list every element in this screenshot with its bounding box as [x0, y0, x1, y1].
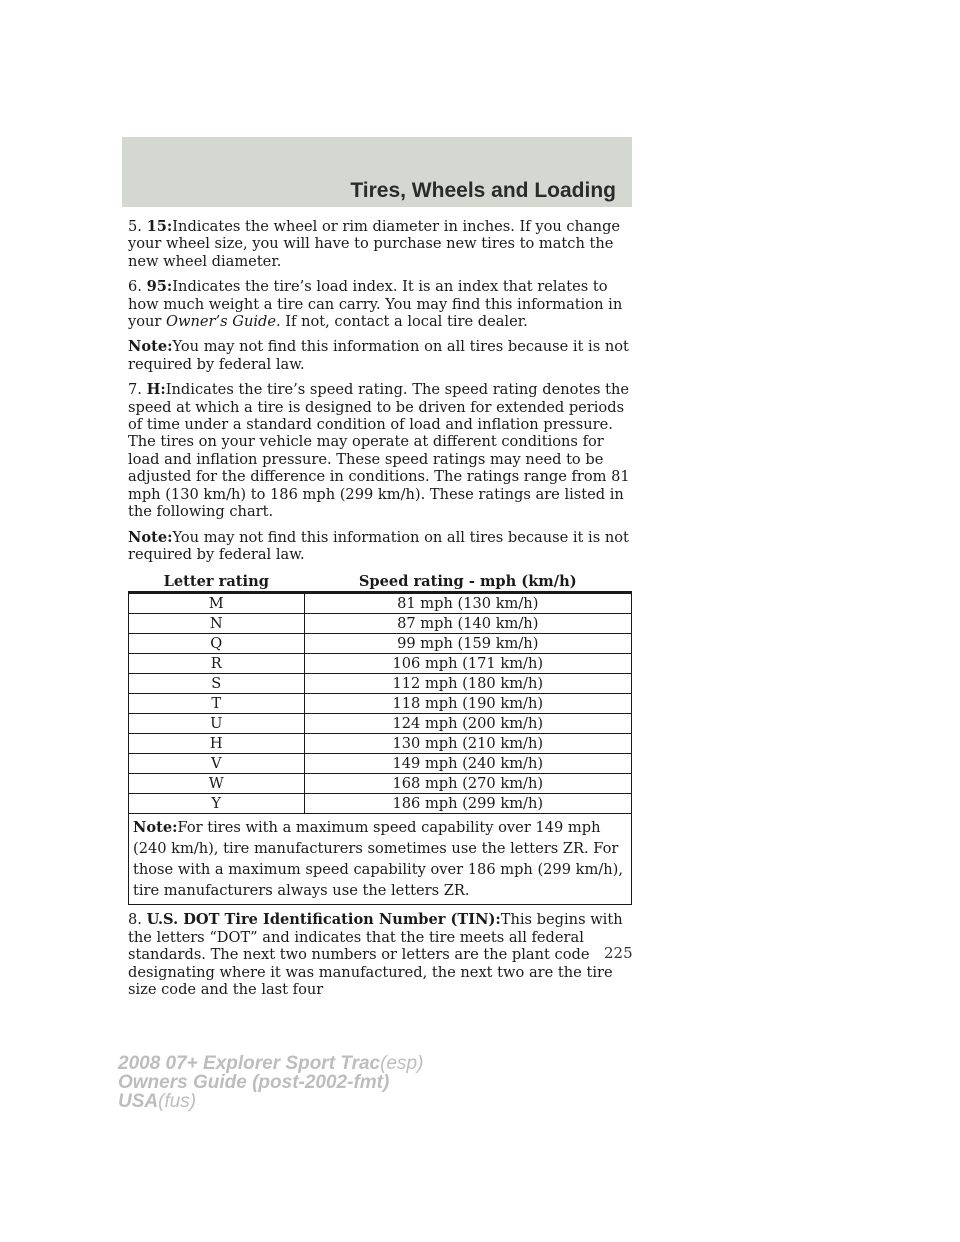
item-label: H:: [146, 381, 166, 399]
speed-cell: 124 mph (200 km/h): [304, 714, 632, 734]
item-5: [128, 218, 632, 270]
table-row: [129, 674, 632, 694]
table-row: [129, 794, 632, 814]
item-8: [128, 911, 632, 998]
section-title: Tires, Wheels and Loading: [350, 179, 616, 202]
speed-cell: 168 mph (270 km/h): [304, 774, 632, 794]
page-number: 225: [604, 944, 633, 962]
letter-cell: T: [129, 694, 305, 714]
footer-guide: Owners Guide (post-2002-fmt): [118, 1072, 390, 1093]
document-footer: [118, 1054, 423, 1111]
item-number: 7.: [128, 381, 142, 399]
item-number: 5.: [128, 218, 142, 235]
speed-cell: 87 mph (140 km/h): [304, 614, 632, 634]
item-number: 8.: [128, 911, 142, 929]
letter-cell: W: [129, 774, 305, 794]
item-number: 6.: [128, 278, 142, 296]
footer-model: 2008 07+ Explorer Sport Trac: [118, 1053, 381, 1074]
item-label: 15:: [146, 218, 173, 235]
letter-cell: R: [129, 654, 305, 674]
table-row: [129, 634, 632, 654]
table-header-row: [129, 571, 632, 593]
note-label: Note:: [128, 528, 173, 546]
note-text: For tires with a maximum speed capability over 149 mph (240 km/h), tire manufacturers sometimes use the letters ZR. For those with a maximum speed capability over 186 mph (299 km/h), tire manufacturers always use the letters ZR.: [133, 819, 623, 900]
speed-cell: 149 mph (240 km/h): [304, 754, 632, 774]
table-row: [129, 614, 632, 634]
note-label: Note:: [133, 819, 178, 837]
footer-line-3: [118, 1092, 423, 1111]
table-row: [129, 654, 632, 674]
table-row: [129, 593, 632, 614]
speed-cell: 106 mph (171 km/h): [304, 654, 632, 674]
table-row: [129, 694, 632, 714]
note-label: Note:: [128, 338, 173, 356]
footer-market-code: (fus): [158, 1091, 197, 1112]
speed-cell: 118 mph (190 km/h): [304, 694, 632, 714]
speed-cell: 130 mph (210 km/h): [304, 734, 632, 754]
footer-line-2: [118, 1073, 423, 1092]
footer-market: USA: [118, 1091, 159, 1112]
page-content: [128, 218, 632, 1006]
note-text: You may not find this information on all tires because it is not required by federal law.: [128, 338, 629, 373]
column-header-letter-rating: Letter rating: [129, 571, 305, 593]
letter-cell: Y: [129, 794, 305, 814]
letter-cell: H: [129, 734, 305, 754]
item-text: Indicates the tire’s load index. It is an index that relates to how much weight a tire can carry. You may find this information in your: [128, 278, 623, 331]
section-header-band: [122, 137, 632, 207]
letter-cell: S: [129, 674, 305, 694]
letter-cell: N: [129, 614, 305, 634]
item-6: [128, 278, 632, 330]
item-text: This begins with the letters “DOT” and indicates that the tire meets all federal standards. The next two numbers or letters are the plant code designating where it was manufactured, the next two are the tire size code and the last four: [128, 911, 623, 998]
table-row: [129, 774, 632, 794]
item-text-tail: If not, contact a local tire dealer.: [285, 313, 528, 331]
table-note-row: [129, 814, 632, 905]
letter-cell: Q: [129, 634, 305, 654]
item-text: Indicates the wheel or rim diameter in inches. If you change your wheel size, you will have to purchase new tires to match the new wheel diameter.: [128, 218, 621, 270]
table-row: [129, 754, 632, 774]
speed-cell: 99 mph (159 km/h): [304, 634, 632, 654]
speed-cell: 81 mph (130 km/h): [304, 593, 632, 614]
table-row: [129, 734, 632, 754]
owners-guide-reference: Owner’s Guide.: [166, 313, 281, 331]
note-1: [128, 338, 632, 373]
item-label: U.S. DOT Tire Identification Number (TIN):: [146, 911, 501, 929]
speed-rating-table: [128, 571, 632, 905]
footer-line-1: [118, 1054, 423, 1073]
speed-cell: 112 mph (180 km/h): [304, 674, 632, 694]
column-header-speed-rating: Speed rating - mph (km/h): [304, 571, 632, 593]
letter-cell: V: [129, 754, 305, 774]
footer-model-code: (esp): [380, 1053, 424, 1074]
letter-cell: U: [129, 714, 305, 734]
item-label: 95:: [146, 278, 173, 296]
item-text: Indicates the tire’s speed rating. The speed rating denotes the speed at which a tire is designed to be driven for extended periods of time under a standard condition of load and inflation pressure. The tires on your vehicle may operate at different conditions for load and inflation pressure. These speed ratings may need to be adjusted for the difference in conditions. The ratings range from 81 mph (130 km/h) to 186 mph (299 km/h). These ratings are listed in the following chart.: [128, 381, 630, 521]
note-text: You may not find this information on all tires because it is not required by federal law.: [128, 528, 629, 563]
speed-cell: 186 mph (299 km/h): [304, 794, 632, 814]
table-note: [129, 814, 632, 905]
item-7: [128, 381, 632, 520]
letter-cell: M: [129, 593, 305, 614]
table-row: [129, 714, 632, 734]
note-2: [128, 529, 632, 564]
